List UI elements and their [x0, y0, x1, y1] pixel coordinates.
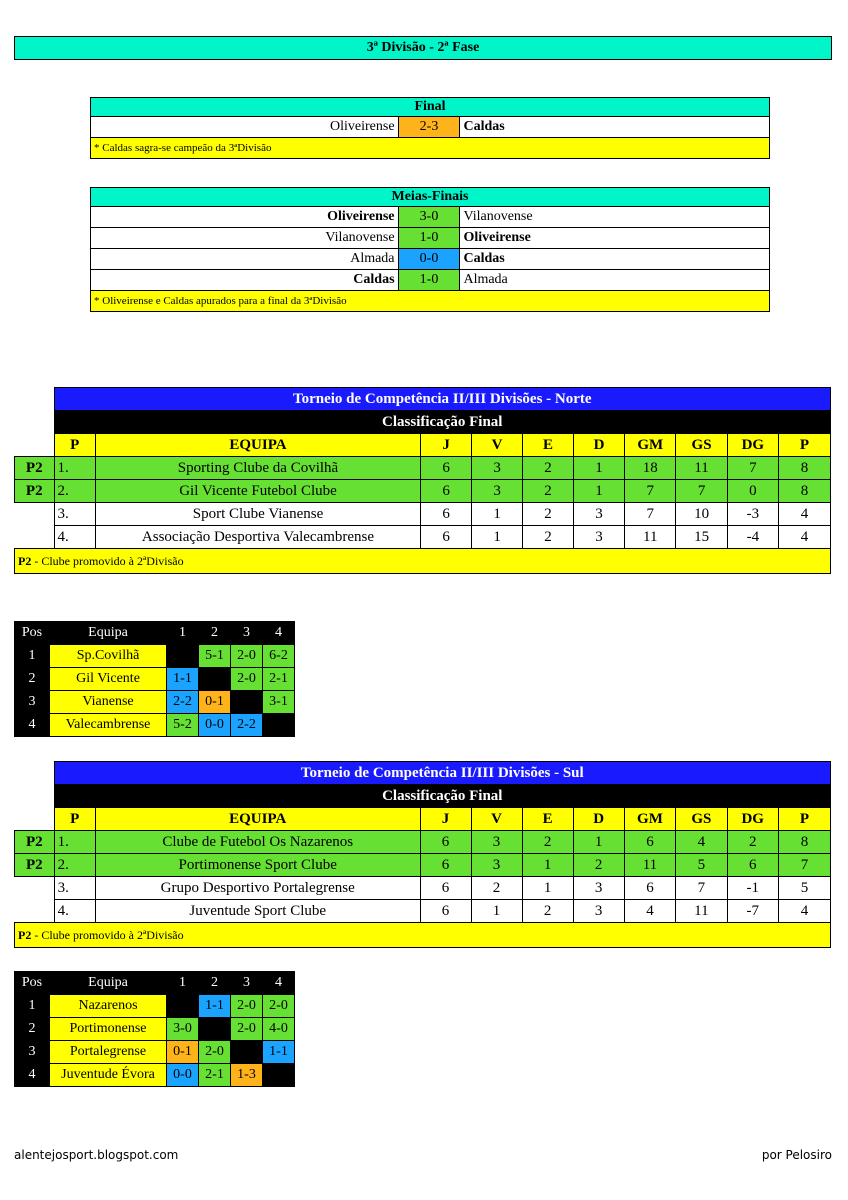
stat-cell: 6 — [420, 877, 471, 900]
grid-score: 3-1 — [263, 691, 295, 714]
stat-cell: 6 — [421, 457, 472, 480]
col-header: DG — [727, 808, 778, 831]
grid-score: 0-0 — [199, 714, 231, 737]
stat-cell: -4 — [727, 526, 778, 549]
semi-away: Almada — [460, 270, 770, 291]
grid-empty — [167, 645, 199, 668]
grid-header: 1 — [167, 972, 199, 995]
grid-score: 2-0 — [231, 668, 263, 691]
promo-tag: P2 — [15, 854, 55, 877]
stat-cell: 2 — [727, 831, 778, 854]
grid-score: 1-1 — [199, 995, 231, 1018]
grid-pos: 2 — [15, 668, 50, 691]
norte-results-grid — [14, 621, 295, 737]
col-header: P — [778, 808, 830, 831]
grid-score: 2-2 — [231, 714, 263, 737]
stat-cell: 4 — [778, 900, 830, 923]
grid-header: 3 — [231, 972, 263, 995]
table-row — [15, 854, 831, 877]
grid-score: 1-3 — [231, 1064, 263, 1087]
table-row — [15, 457, 831, 480]
col-header: P — [54, 808, 95, 831]
table-row — [15, 503, 831, 526]
stat-cell: 3 — [574, 526, 625, 549]
promo-tag: P2 — [15, 457, 55, 480]
stat-cell: 3 — [573, 900, 624, 923]
col-header: V — [471, 808, 522, 831]
stat-cell: 10 — [676, 503, 727, 526]
grid-pos: 4 — [15, 1064, 50, 1087]
final-note: * Caldas sagra-se campeão da 3ªDivisão — [91, 138, 770, 159]
stat-cell: 8 — [779, 457, 831, 480]
footer-author: por Pelosiro — [761, 1148, 832, 1162]
stat-cell: 11 — [676, 457, 727, 480]
promo-tag: P2 — [15, 831, 55, 854]
grid-empty — [199, 668, 231, 691]
grid-header: Pos — [15, 622, 50, 645]
col-header: GS — [676, 434, 727, 457]
grid-pos: 2 — [15, 1018, 50, 1041]
stat-cell: 6 — [420, 900, 471, 923]
grid-score: 6-2 — [263, 645, 295, 668]
final-header: Final — [91, 98, 770, 117]
col-header: D — [573, 808, 624, 831]
stat-cell: 2 — [573, 854, 624, 877]
norte-standings — [14, 387, 831, 574]
stat-cell: 1 — [471, 900, 522, 923]
pos-cell: 1. — [54, 831, 95, 854]
stat-cell: 7 — [676, 480, 727, 503]
grid-header: 1 — [167, 622, 199, 645]
grid-empty — [231, 691, 263, 714]
promo-tag — [15, 503, 55, 526]
semi-away: Caldas — [460, 249, 770, 270]
team-cell: Grupo Desportivo Portalegrense — [95, 877, 420, 900]
grid-header: 4 — [263, 972, 295, 995]
grid-empty — [231, 1041, 263, 1064]
note-text: - Clube promovido à 2ªDivisão — [31, 927, 184, 942]
stat-cell: 7 — [625, 480, 676, 503]
stat-cell: 18 — [625, 457, 676, 480]
col-header: GM — [625, 434, 676, 457]
grid-score: 1-1 — [263, 1041, 295, 1064]
grid-team: Nazarenos — [50, 995, 167, 1018]
final-table — [90, 97, 770, 159]
stat-cell: 5 — [676, 854, 727, 877]
footer-site: alentejosport.blogspot.com — [14, 1148, 179, 1162]
grid-pos: 3 — [15, 691, 50, 714]
stat-cell: 3 — [471, 831, 522, 854]
grid-score: 0-0 — [167, 1064, 199, 1087]
table-row — [15, 831, 831, 854]
stat-cell: 7 — [778, 854, 830, 877]
final-away: Caldas — [460, 117, 770, 138]
stat-cell: -3 — [727, 503, 778, 526]
stat-cell: 2 — [523, 457, 574, 480]
sul-title: Torneio de Competência II/III Divisões - Sul — [54, 762, 830, 785]
semi-home: Vilanovense — [91, 228, 399, 249]
grid-score: 1-1 — [167, 668, 199, 691]
grid-empty — [199, 1018, 231, 1041]
semis-note: * Oliveirense e Caldas apurados para a final da 3ªDivisão — [91, 291, 770, 312]
stat-cell: 3 — [472, 457, 523, 480]
sul-subtitle: Classificação Final — [54, 785, 830, 808]
grid-header: 4 — [263, 622, 295, 645]
col-header: P — [779, 434, 831, 457]
col-header: D — [574, 434, 625, 457]
stat-cell: 1 — [522, 854, 573, 877]
note-tag: P2 — [18, 553, 32, 568]
grid-team: Portalegrense — [50, 1041, 167, 1064]
stat-cell: 8 — [779, 480, 831, 503]
promo-tag — [15, 526, 55, 549]
col-header: GM — [624, 808, 675, 831]
pos-cell: 2. — [54, 854, 95, 877]
stat-cell: 6 — [420, 831, 471, 854]
grid-team: Sp.Covilhã — [50, 645, 167, 668]
stat-cell: 4 — [779, 503, 831, 526]
stat-cell: 5 — [778, 877, 830, 900]
team-cell: Clube de Futebol Os Nazarenos — [95, 831, 420, 854]
grid-header: 2 — [199, 972, 231, 995]
col-header: J — [420, 808, 471, 831]
page-title: 3ª Divisão - 2ª Fase — [14, 36, 832, 60]
stat-cell: 6 — [727, 854, 778, 877]
pos-cell: 4. — [54, 900, 95, 923]
semis-table — [90, 187, 770, 312]
stat-cell: 3 — [573, 877, 624, 900]
semi-score: 1-0 — [398, 270, 460, 291]
norte-note — [15, 549, 831, 574]
stat-cell: 2 — [523, 503, 574, 526]
col-header: GS — [676, 808, 727, 831]
stat-cell: 6 — [624, 877, 675, 900]
grid-team: Gil Vicente — [50, 668, 167, 691]
stat-cell: 2 — [523, 480, 574, 503]
stat-cell: 2 — [522, 900, 573, 923]
team-cell: Portimonense Sport Clube — [95, 854, 420, 877]
team-cell: Juventude Sport Clube — [95, 900, 420, 923]
grid-header: 3 — [231, 622, 263, 645]
grid-header: Pos — [15, 972, 50, 995]
stat-cell: 2 — [471, 877, 522, 900]
grid-empty — [263, 714, 295, 737]
promo-tag: P2 — [15, 480, 55, 503]
grid-score: 5-2 — [167, 714, 199, 737]
stat-cell: 1 — [574, 457, 625, 480]
grid-score: 2-0 — [263, 995, 295, 1018]
stat-cell: 3 — [574, 503, 625, 526]
team-cell: Gil Vicente Futebol Clube — [95, 480, 420, 503]
grid-score: 2-0 — [231, 645, 263, 668]
stat-cell: 1 — [472, 526, 523, 549]
semi-score: 3-0 — [398, 207, 460, 228]
grid-score: 0-1 — [167, 1041, 199, 1064]
col-header: P — [54, 434, 95, 457]
stat-cell: 3 — [472, 480, 523, 503]
stat-cell: 11 — [625, 526, 676, 549]
col-header: E — [523, 434, 574, 457]
stat-cell: 3 — [471, 854, 522, 877]
grid-pos: 1 — [15, 995, 50, 1018]
pos-cell: 3. — [54, 503, 95, 526]
grid-score: 0-1 — [199, 691, 231, 714]
grid-score: 4-0 — [263, 1018, 295, 1041]
grid-team: Valecambrense — [50, 714, 167, 737]
table-row — [15, 526, 831, 549]
grid-pos: 1 — [15, 645, 50, 668]
stat-cell: 11 — [624, 854, 675, 877]
grid-score: 2-0 — [231, 995, 263, 1018]
grid-score: 2-1 — [199, 1064, 231, 1087]
stat-cell: 4 — [624, 900, 675, 923]
semi-score: 0-0 — [398, 249, 460, 270]
col-header: V — [472, 434, 523, 457]
grid-score: 2-1 — [263, 668, 295, 691]
grid-team: Portimonense — [50, 1018, 167, 1041]
grid-header: Equipa — [50, 622, 167, 645]
stat-cell: 6 — [420, 854, 471, 877]
sul-results-grid — [14, 971, 295, 1087]
sul-note — [15, 923, 831, 948]
col-header: J — [421, 434, 472, 457]
col-header: E — [522, 808, 573, 831]
table-row — [15, 480, 831, 503]
col-header: DG — [727, 434, 778, 457]
grid-pos: 4 — [15, 714, 50, 737]
semis-header: Meias-Finais — [91, 188, 770, 207]
grid-score: 2-0 — [199, 1041, 231, 1064]
stat-cell: 4 — [779, 526, 831, 549]
stat-cell: 6 — [421, 503, 472, 526]
stat-cell: 4 — [676, 831, 727, 854]
team-cell: Associação Desportiva Valecambrense — [95, 526, 420, 549]
stat-cell: 11 — [676, 900, 727, 923]
pos-cell: 3. — [54, 877, 95, 900]
stat-cell: 6 — [624, 831, 675, 854]
grid-score: 2-2 — [167, 691, 199, 714]
note-text: - Clube promovido à 2ªDivisão — [31, 553, 184, 568]
col-header: EQUIPA — [95, 434, 420, 457]
promo-tag — [15, 877, 55, 900]
note-tag: P2 — [18, 927, 32, 942]
norte-subtitle: Classificação Final — [54, 411, 830, 434]
stat-cell: 1 — [574, 480, 625, 503]
stat-cell: -7 — [727, 900, 778, 923]
grid-empty — [263, 1064, 295, 1087]
final-home: Oliveirense — [91, 117, 399, 138]
stat-cell: 7 — [727, 457, 778, 480]
stat-cell: 15 — [676, 526, 727, 549]
stat-cell: 1 — [573, 831, 624, 854]
team-cell: Sport Clube Vianense — [95, 503, 420, 526]
semi-away: Oliveirense — [460, 228, 770, 249]
stat-cell: -1 — [727, 877, 778, 900]
col-header: EQUIPA — [95, 808, 420, 831]
pos-cell: 4. — [54, 526, 95, 549]
table-row — [15, 877, 831, 900]
stat-cell: 1 — [472, 503, 523, 526]
semi-score: 1-0 — [398, 228, 460, 249]
grid-score: 3-0 — [167, 1018, 199, 1041]
grid-pos: 3 — [15, 1041, 50, 1064]
stat-cell: 8 — [778, 831, 830, 854]
stat-cell: 6 — [421, 480, 472, 503]
grid-empty — [167, 995, 199, 1018]
sul-standings — [14, 761, 831, 948]
grid-header: 2 — [199, 622, 231, 645]
semi-home: Caldas — [91, 270, 399, 291]
grid-team: Juventude Évora — [50, 1064, 167, 1087]
semi-home: Oliveirense — [91, 207, 399, 228]
grid-team: Vianense — [50, 691, 167, 714]
table-row — [15, 900, 831, 923]
grid-score: 5-1 — [199, 645, 231, 668]
promo-tag — [15, 900, 55, 923]
team-cell: Sporting Clube da Covilhã — [95, 457, 420, 480]
pos-cell: 1. — [54, 457, 95, 480]
stat-cell: 2 — [522, 831, 573, 854]
norte-title: Torneio de Competência II/III Divisões - Norte — [54, 388, 830, 411]
stat-cell: 0 — [727, 480, 778, 503]
stat-cell: 7 — [625, 503, 676, 526]
pos-cell: 2. — [54, 480, 95, 503]
grid-header: Equipa — [50, 972, 167, 995]
stat-cell: 6 — [421, 526, 472, 549]
stat-cell: 7 — [676, 877, 727, 900]
stat-cell: 1 — [522, 877, 573, 900]
final-score: 2-3 — [398, 117, 460, 138]
stat-cell: 2 — [523, 526, 574, 549]
grid-score: 2-0 — [231, 1018, 263, 1041]
semi-home: Almada — [91, 249, 399, 270]
semi-away: Vilanovense — [460, 207, 770, 228]
